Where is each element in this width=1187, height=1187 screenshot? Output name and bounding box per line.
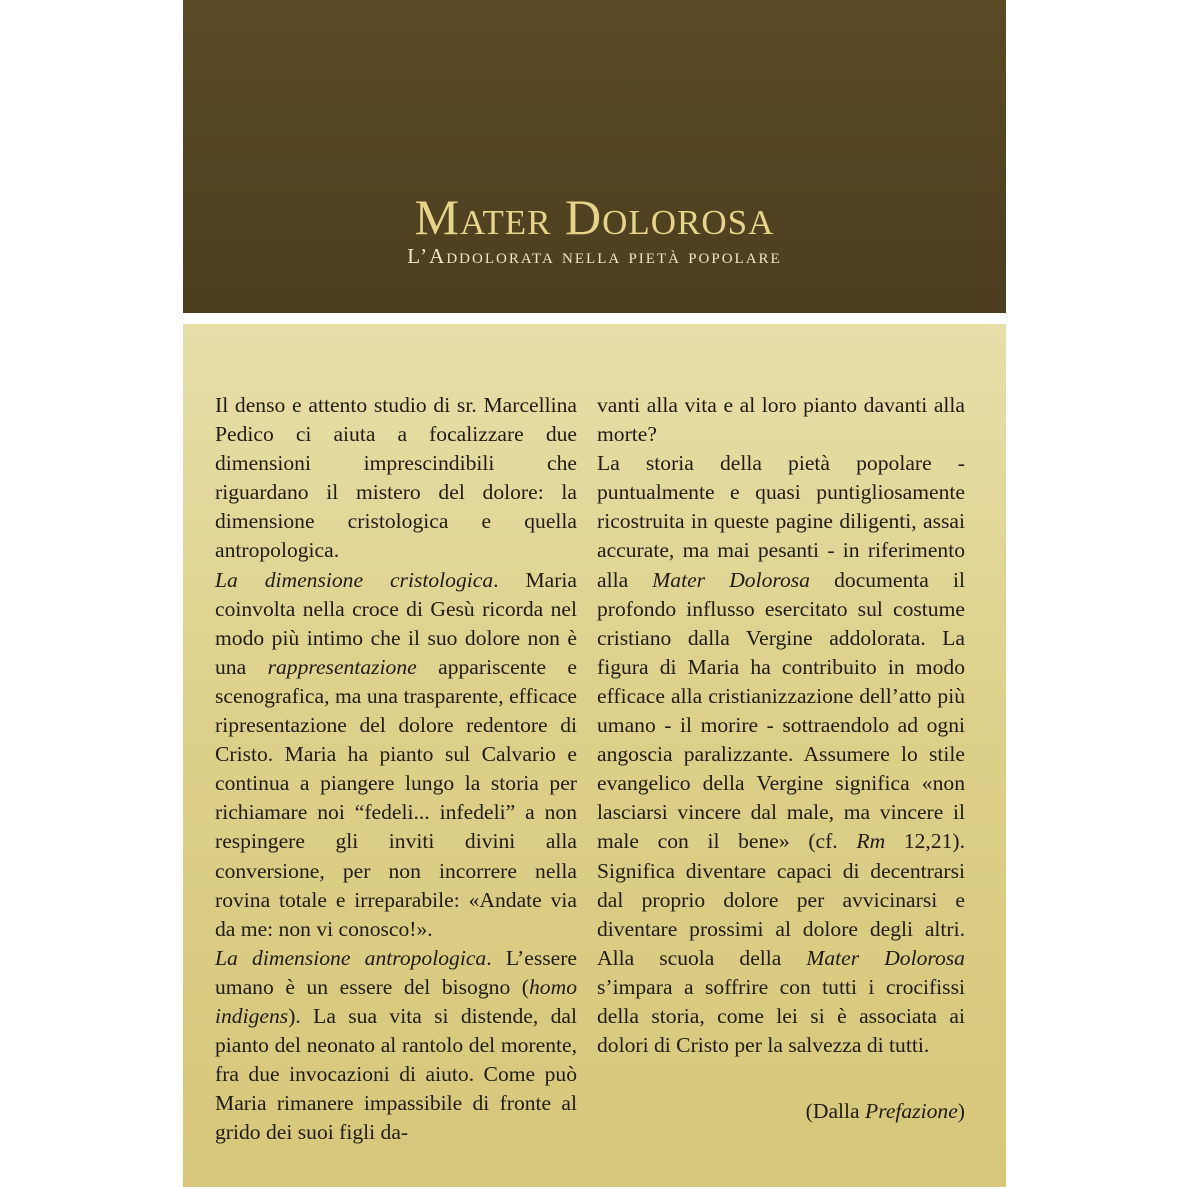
text-run: Il denso e attento studio di sr. Marcellina Pedico ci aiuta a focalizzare due dimensioni imprescindibili che riguardano il mistero del dolore: la dimensione cristologica e quella antropologica. — [215, 393, 577, 563]
italic-run: rappresentazione — [267, 654, 417, 679]
italic-run: La dimensione antropologica — [215, 945, 487, 970]
paragraph — [215, 566, 577, 944]
italic-run: Mater Dolorosa — [806, 945, 965, 970]
text-run: ) — [957, 1099, 965, 1123]
divider-strip — [183, 313, 1006, 324]
italic-run: Rm — [856, 829, 886, 854]
text-run: . Maria coinvolta nella croce di Gesù ricorda nel modo più intimo che il suo dolore non è una — [215, 567, 578, 679]
book-title: Mater Dolorosa — [414, 189, 775, 245]
paragraph — [215, 391, 577, 566]
text-run: s’impara a soffrire con tutti i crocifissi della storia, come lei si è associata ai dolori di Cristo per la salvezza di tutti. — [597, 974, 965, 1058]
text-run: ). La sua vita si distende, dal pianto del neonato al rantolo del morente, fra due invocazioni di aiuto. Come può Maria rimanere impassibile di fronte al grido dei suoi figli da- — [215, 1003, 577, 1145]
paragraph — [215, 944, 577, 1148]
text-run: vanti alla vita e al loro pianto davanti alla morte? — [597, 393, 965, 447]
attribution — [597, 1099, 965, 1124]
paragraph — [597, 449, 965, 1060]
text-run: La storia della pietà popolare - puntualmente e quasi puntigliosamente ricostruita in queste pagine diligenti, assai accurate, ma mai pesanti - in riferimento alla — [597, 451, 965, 592]
left-column — [215, 391, 577, 1147]
italic-run: Mater Dolorosa — [652, 567, 810, 592]
right-column — [597, 391, 965, 1060]
paragraph — [597, 391, 965, 449]
italic-run: homo indigens — [215, 974, 577, 1028]
italic-run: La dimensione cristologica — [215, 567, 494, 592]
text-panel — [183, 324, 1006, 1187]
italic-run: Prefazione — [865, 1099, 958, 1123]
text-run: (Dalla — [805, 1099, 866, 1123]
text-run: appariscente e scenografica, ma una trasparente, efficace ripresentazione del dolore redentore di Cristo. Maria ha pianto sul Calvario e continua a piangere lungo la storia per richiamare noi “fedeli... infedeli” a non respingere gli inviti divini alla conversione, per non incorrere nella rovina totale e irreparabile: «Andate via da me: non vi conosco!». — [215, 654, 578, 941]
text-run: . L’essere umano è un essere del bisogno ( — [215, 945, 577, 999]
text-run: 12,21). Significa diventare capaci di decentrarsi dal proprio dolore per avvicinarsi e diventare prossimi al dolore degli altri. Alla scuola della — [597, 829, 966, 970]
book-subtitle: L’Addolorata nella pietà popolare — [407, 244, 782, 268]
text-run: documenta il profondo influsso esercitato sul costume cristiano dalla Vergine addolorata. La figura di Maria ha contribuito in modo efficace alla cristianizzazione dell’atto più umano - il morire - sottraendolo ad ogni angoscia paralizzante. Assumere lo stile evangelico della Vergine significa «non lasciarsi vincere dal male, ma vincere il male con il bene» (cf. — [597, 567, 965, 854]
header-band — [183, 0, 1006, 313]
book-back-cover — [183, 0, 1006, 1187]
